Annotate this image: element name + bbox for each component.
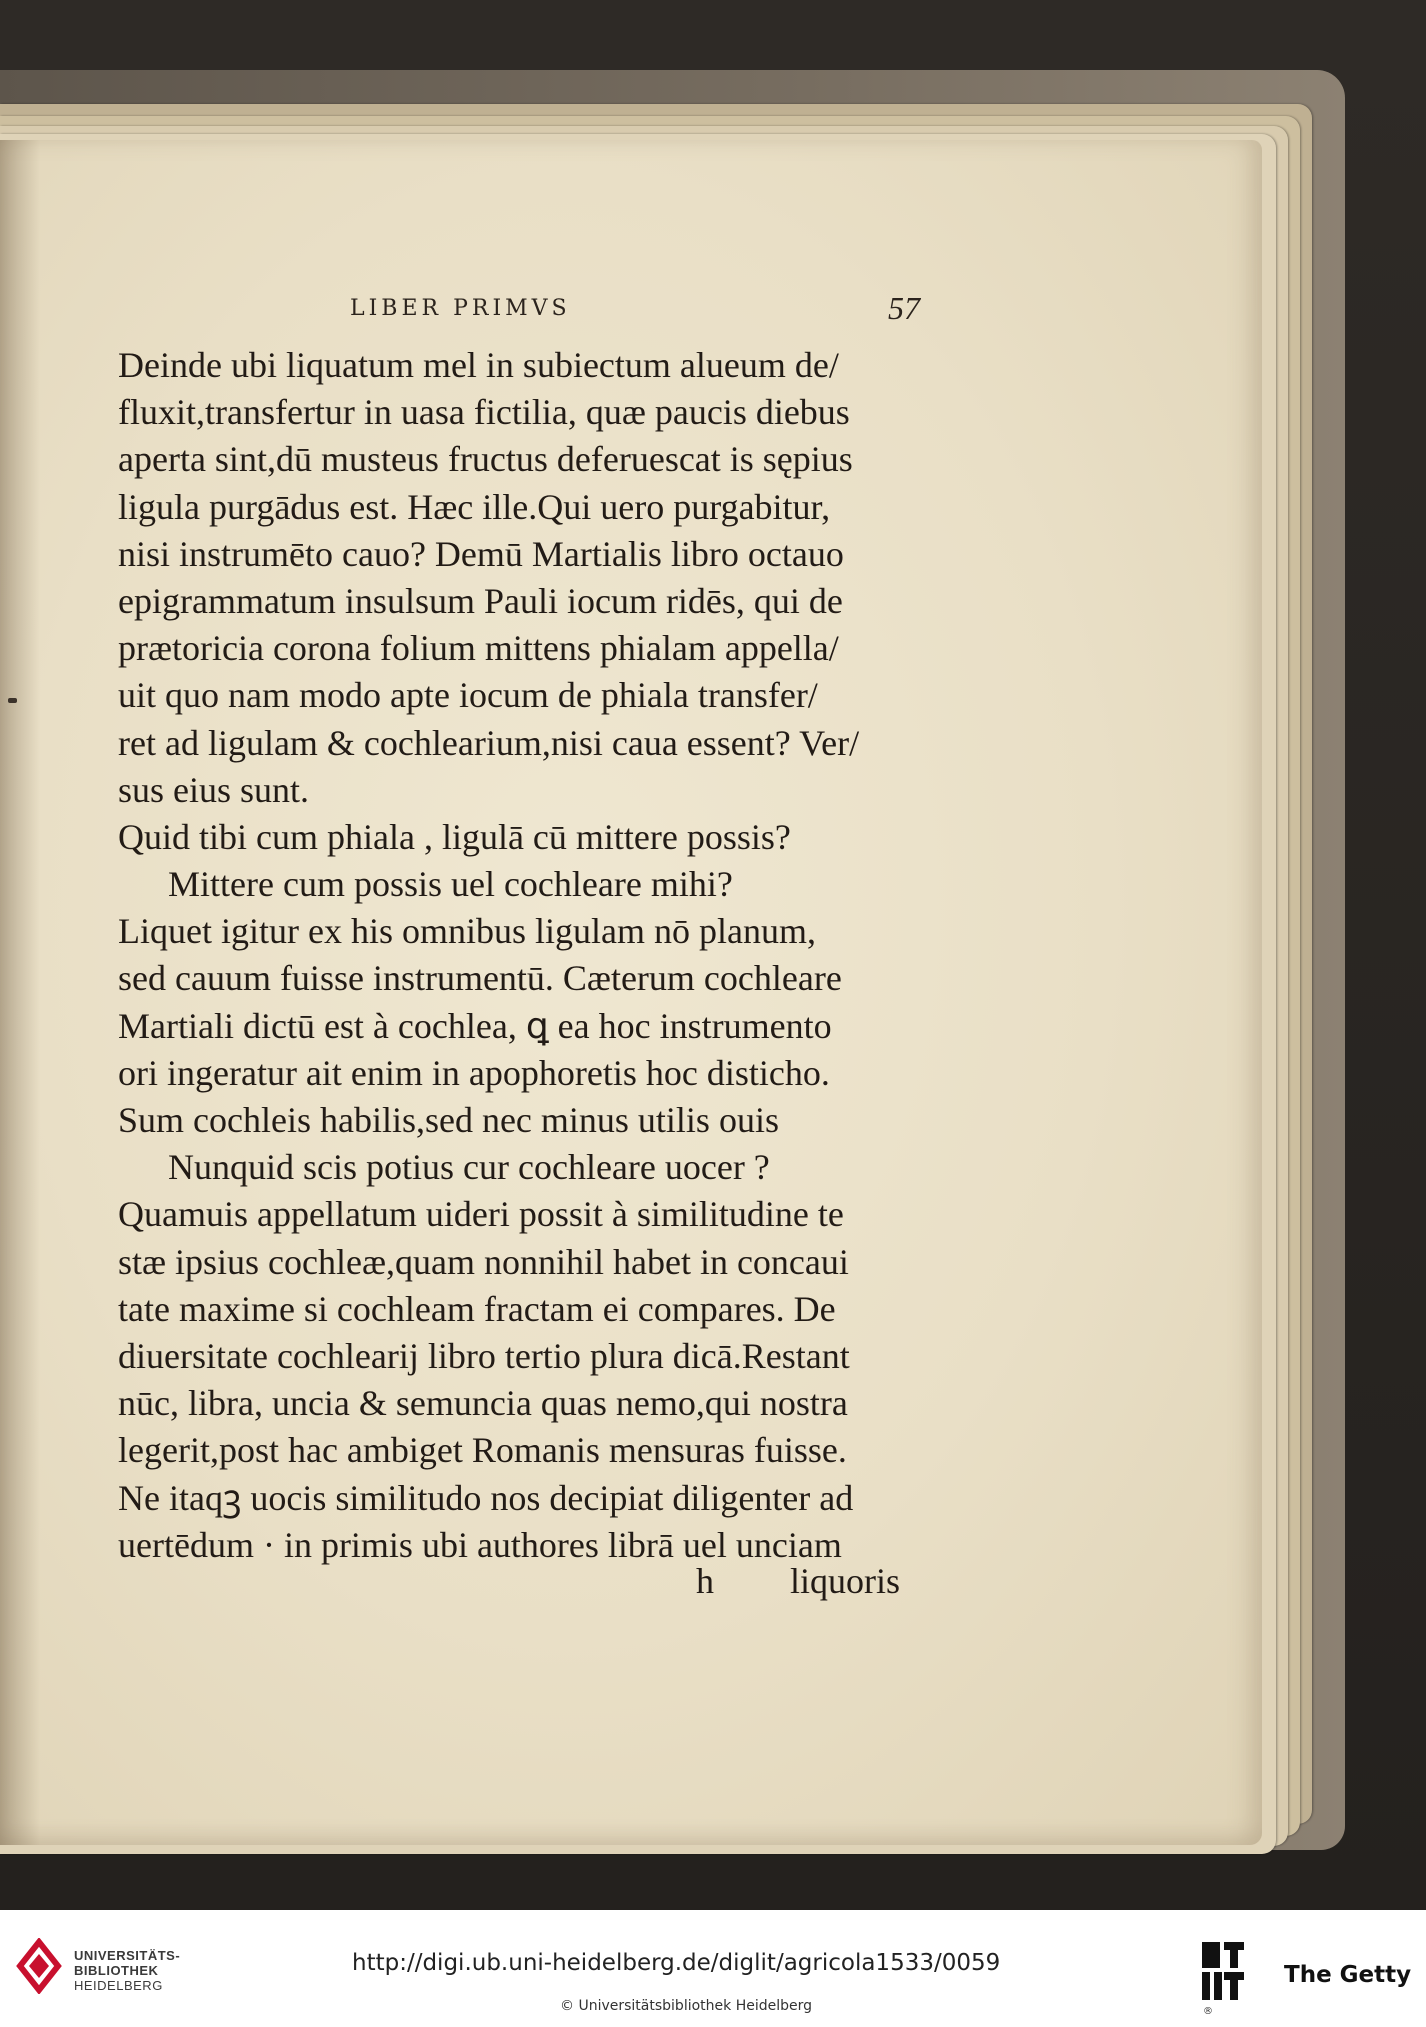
- text-line: stæ ipsius cochleæ,quam nonnihil habet in concaui: [118, 1241, 849, 1282]
- spine-shadow: [0, 140, 40, 1845]
- catchword: liquoris: [790, 1561, 901, 1601]
- page-foot: [118, 1560, 933, 1610]
- text-line: Ne itaqꝫ uocis similitudo nos decipiat diligenter ad: [118, 1477, 854, 1518]
- text-line: epigrammatum insulsum Pauli iocum ridēs, qui de: [118, 580, 843, 621]
- viewer-footer: [0, 1910, 1426, 2027]
- text-line: diuersitate cochlearij libro tertio plura dicā.Restant: [118, 1335, 850, 1376]
- running-title: LIBER PRIMVS: [350, 296, 571, 321]
- library-name: [74, 1948, 180, 1993]
- text-line: Quamuis appellatum uideri possit à similitudine te: [118, 1194, 844, 1235]
- verse-line: Nunquid scis potius cur cochleare uocer ?: [168, 1147, 770, 1188]
- text-line: Martiali dictū est à cochlea, ꝗ ea hoc instrumento: [118, 1005, 832, 1046]
- text-line: uertēdum · in primis ubi authores librā uel unciam: [118, 1524, 842, 1565]
- signature-mark: h: [696, 1561, 714, 1601]
- text-line: sus eius sunt.: [118, 769, 310, 810]
- text-line: nūc, libra, uncia & semuncia quas nemo,qui nostra: [118, 1383, 848, 1424]
- text-line: ret ad ligulam & cochlearium,nisi caua essent? Ver/: [118, 722, 860, 763]
- text-line: prætoricia corona folium mittens phialam appella/: [118, 628, 839, 669]
- text-line: ori ingeratur ait enim in apophoretis hoc disticho.: [118, 1052, 830, 1093]
- library-name-line: HEIDELBERG: [74, 1978, 163, 1993]
- permalink-url[interactable]: http://digi.ub.uni-heidelberg.de/diglit/agricola1533/0059: [352, 1950, 1001, 1976]
- getty-name: The Getty: [1284, 1962, 1412, 1988]
- text-line: uit quo nam modo apte iocum de phiala transfer/: [118, 675, 818, 716]
- text-line: Liquet igitur ex his omnibus ligulam nō planum,: [118, 911, 816, 952]
- body-text: [118, 342, 933, 1569]
- text-line: Deinde ubi liquatum mel in subiectum alueum de/: [118, 345, 839, 385]
- library-name-line: BIBLIOTHEK: [74, 1963, 159, 1978]
- running-head: [120, 290, 920, 336]
- registered-mark: ®: [1203, 2006, 1213, 2017]
- ub-heidelberg-logo-icon: [16, 1938, 62, 1994]
- text-line: sed cauum fuisse instrumentū. Cæterum cochleare: [118, 958, 842, 999]
- text-line: nisi instrumēto cauo? Demū Martialis libro octauo: [118, 533, 844, 574]
- text-line: Sum cochleis habilis,sed nec minus utilis ouis: [118, 1100, 779, 1140]
- margin-mark: [8, 698, 17, 703]
- text-line: fluxit,transfertur in uasa fictilia, quæ paucis diebus: [118, 392, 850, 433]
- text-line: tate maxime si cochleam fractam ei compares. De: [118, 1288, 836, 1329]
- text-line: legerit,post hac ambiget Romanis mensuras fuisse.: [118, 1430, 847, 1471]
- copyright-notice: © Universitätsbibliothek Heidelberg: [560, 1998, 813, 2014]
- text-line: ligula purgādus est. Hæc ille.Qui uero purgabitur,: [118, 486, 831, 527]
- verse-line: Mittere cum possis uel cochleare mihi?: [168, 864, 733, 905]
- library-name-line: UNIVERSITÄTS-: [74, 1948, 181, 1963]
- folio-number: 57: [888, 290, 920, 326]
- text-line: Quid tibi cum phiala , ligulā cū mittere possis?: [118, 816, 791, 857]
- text-line: aperta sint,dū musteus fructus deferuescat is sępius: [118, 439, 853, 480]
- getty-logo-icon: [1200, 1940, 1246, 2002]
